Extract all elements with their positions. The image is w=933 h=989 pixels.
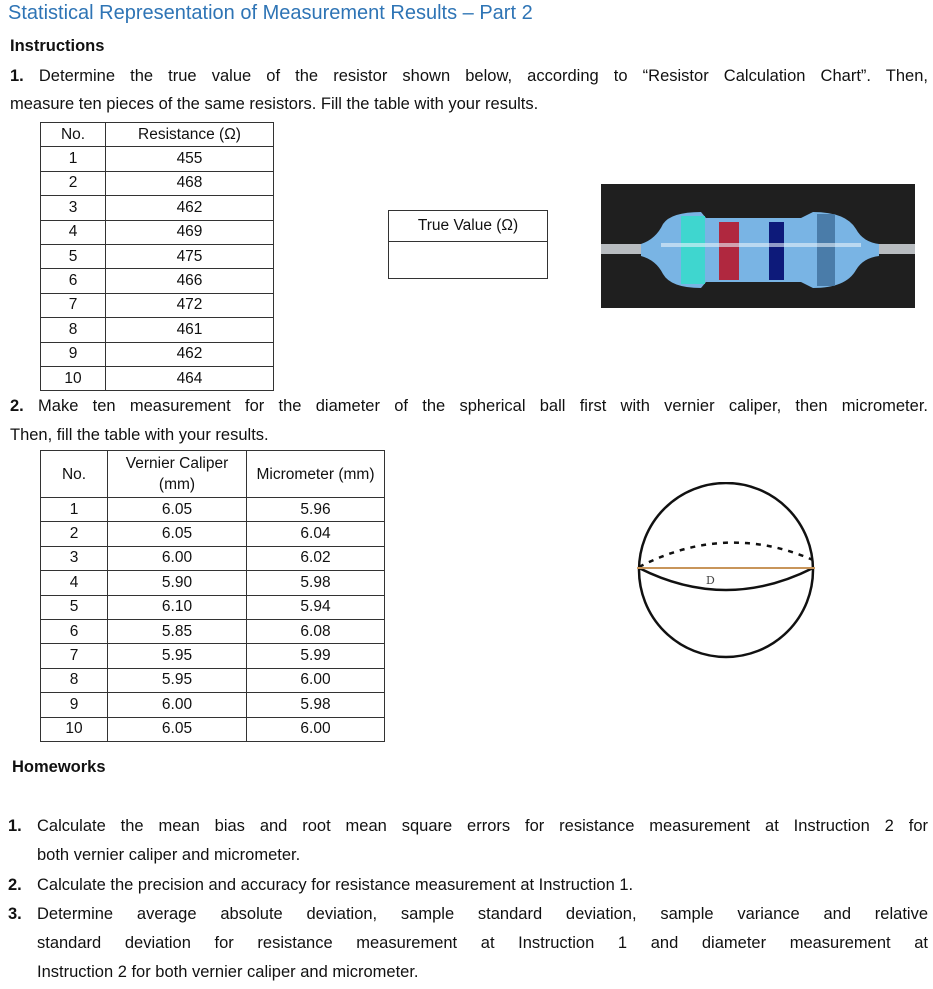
homework-item — [8, 812, 928, 871]
true-value-cell[interactable] — [389, 242, 548, 279]
table-cell: 10 — [41, 717, 108, 741]
diameter-table — [40, 450, 385, 742]
table-cell: 1 — [41, 147, 106, 171]
table-cell: 5.96 — [247, 498, 385, 522]
resistor-band — [681, 216, 705, 284]
true-value-table — [388, 210, 548, 279]
sphere-diagram — [630, 482, 822, 660]
table-cell: 6.05 — [108, 717, 247, 741]
col-header-resistance: Resistance (Ω) — [106, 123, 274, 147]
table-cell: 6.00 — [108, 546, 247, 570]
table-cell: 5.95 — [108, 644, 247, 668]
table-cell: 7 — [41, 644, 108, 668]
col-header-micrometer: Micrometer (mm) — [247, 451, 385, 498]
table-cell: 468 — [106, 171, 274, 195]
homework-item — [8, 900, 928, 988]
table-cell: 1 — [41, 498, 108, 522]
table-row — [41, 220, 274, 244]
table-cell: 8 — [41, 668, 108, 692]
homework-item — [8, 871, 928, 900]
table-cell: 5.98 — [247, 693, 385, 717]
instruction-number: 1. — [10, 67, 24, 85]
table-row — [41, 644, 385, 668]
homework-text: both vernier caliper and micrometer. — [37, 846, 301, 865]
table-cell: 475 — [106, 244, 274, 268]
homework-text: Calculate the precision and accuracy for resistance measurement at Instruction 1. — [37, 875, 634, 894]
table-cell: 6.08 — [247, 619, 385, 643]
table-cell: 6 — [41, 619, 108, 643]
homeworks-heading: Homeworks — [12, 758, 106, 776]
table-cell: 2 — [41, 522, 108, 546]
col-header-no: No. — [41, 123, 106, 147]
col-header-vernier: Vernier Caliper (mm) — [108, 451, 247, 498]
resistor-band — [719, 222, 739, 280]
col-header-no: No. — [41, 451, 108, 498]
table-cell: 8 — [41, 318, 106, 342]
table-cell: 469 — [106, 220, 274, 244]
instruction-1-line-1 — [10, 62, 928, 91]
table-cell: 9 — [41, 342, 106, 366]
table-cell: 5.99 — [247, 644, 385, 668]
table-cell: 6.00 — [108, 693, 247, 717]
instruction-text: Determine the true value of the resistor shown below, according to “Resistor Calculation Chart”. Then, — [38, 67, 928, 85]
table-row — [41, 668, 385, 692]
table-cell: 5.98 — [247, 571, 385, 595]
table-cell: 6.02 — [247, 546, 385, 570]
table-row — [41, 717, 385, 741]
table-cell: 472 — [106, 293, 274, 317]
table-row — [41, 498, 385, 522]
table-row — [41, 693, 385, 717]
table-cell: 6.05 — [108, 498, 247, 522]
table-cell: 5.94 — [247, 595, 385, 619]
table-cell: 464 — [106, 366, 274, 390]
table-cell: 462 — [106, 342, 274, 366]
table-cell: 5.90 — [108, 571, 247, 595]
table-cell: 2 — [41, 171, 106, 195]
resistor-image — [601, 184, 915, 308]
homework-number: 2. — [8, 875, 22, 894]
table-row — [41, 595, 385, 619]
instruction-2-line-1 — [10, 392, 928, 421]
table-cell: 466 — [106, 269, 274, 293]
table-cell: 10 — [41, 366, 106, 390]
homework-text: standard deviation for resistance measurement at Instruction 1 and diameter measurement at — [37, 934, 928, 953]
table-cell: 6.05 — [108, 522, 247, 546]
table-cell: 3 — [41, 196, 106, 220]
table-cell: 7 — [41, 293, 106, 317]
true-value-header: True Value (Ω) — [389, 211, 548, 242]
instruction-text: Make ten measurement for the diameter of the spherical ball first with vernier caliper, then micrometer. — [38, 397, 928, 415]
table-row — [41, 244, 274, 268]
table-row — [41, 196, 274, 220]
table-cell: 5 — [41, 595, 108, 619]
instruction-1-line-2: measure ten pieces of the same resistors. Fill the table with your results. — [10, 95, 539, 113]
resistance-table — [40, 122, 274, 391]
instruction-2-line-2: Then, fill the table with your results. — [10, 426, 269, 444]
table-row — [41, 342, 274, 366]
table-row — [41, 366, 274, 390]
page-title: Statistical Representation of Measurement Results – Part 2 — [8, 2, 533, 24]
table-cell: 4 — [41, 571, 108, 595]
table-cell: 461 — [106, 318, 274, 342]
homework-number: 3. — [8, 904, 22, 923]
table-cell: 5.95 — [108, 668, 247, 692]
homework-text: Calculate the mean bias and root mean square errors for resistance measurement at Instruction 2 for — [37, 817, 928, 835]
table-row — [41, 619, 385, 643]
table-row — [41, 147, 274, 171]
homework-number: 1. — [8, 817, 22, 835]
instructions-heading: Instructions — [10, 37, 105, 55]
table-row — [41, 269, 274, 293]
table-cell: 6.10 — [108, 595, 247, 619]
homework-text: Determine average absolute deviation, sample standard deviation, sample variance and relative — [37, 904, 928, 923]
table-row — [41, 293, 274, 317]
table-row — [41, 546, 385, 570]
table-cell: 6 — [41, 269, 106, 293]
table-cell: 4 — [41, 220, 106, 244]
table-cell: 462 — [106, 196, 274, 220]
table-cell: 455 — [106, 147, 274, 171]
homework-text: Instruction 2 for both vernier caliper and micrometer. — [37, 963, 419, 982]
table-cell: 6.00 — [247, 668, 385, 692]
table-cell: 5.85 — [108, 619, 247, 643]
table-cell: 6.00 — [247, 717, 385, 741]
resistor-band — [817, 214, 835, 286]
table-row — [41, 571, 385, 595]
instruction-number: 2. — [10, 397, 24, 415]
table-cell: 3 — [41, 546, 108, 570]
resistor-band — [769, 222, 784, 280]
diameter-label: D — [706, 574, 715, 587]
table-cell: 6.04 — [247, 522, 385, 546]
table-row — [41, 171, 274, 195]
table-row — [41, 522, 385, 546]
table-cell: 9 — [41, 693, 108, 717]
table-cell: 5 — [41, 244, 106, 268]
table-row — [41, 318, 274, 342]
